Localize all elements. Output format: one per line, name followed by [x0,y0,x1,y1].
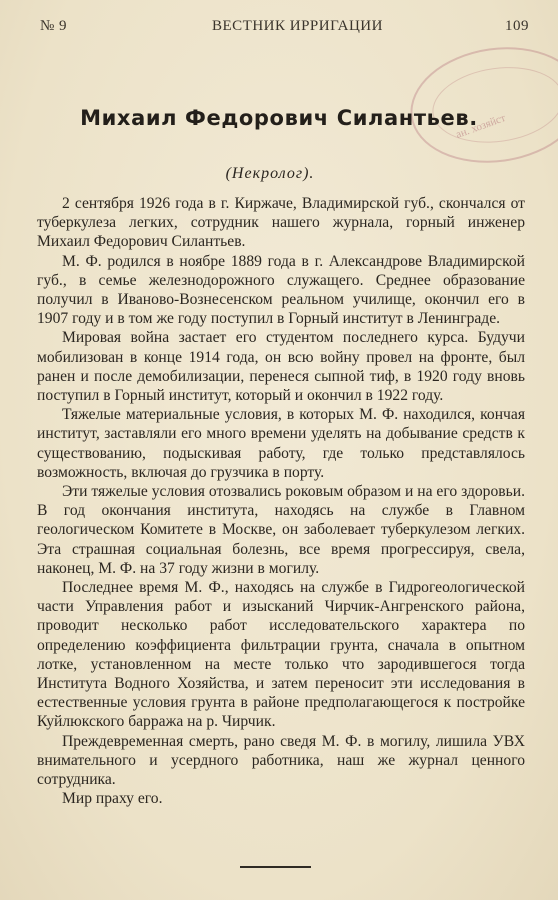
closing-line: Мир праху его. [62,790,163,808]
end-rule [240,866,311,868]
article-title: Михаил Федорович Силантьев. [80,106,478,130]
issue-number: № 9 [40,18,68,34]
paragraph: Преждевременная смерть, рано сведя М. Ф. в могилу, лишила УВХ внимательного и усердного работника, наш же журнал ценного сотрудника. [37,732,525,789]
paragraph: Тяжелые материальные условия, в которых М. Ф. находился, кончая институт, заставляли его много времени уделять на добывание средств к существованию, подыскивая работу, где только представлялось возможность, включая до грузчика в порту. [37,406,525,481]
paragraph: Последнее время М. Ф., находясь на службе в Гидрогеологической части Управления работ и изысканий Чирчик-Ангренского района, проводит несколько работ исследовательского характера по определению коэффициента фильтрации грунта, сначала в опытном лотке, установленном на месте только что зародившегося тогда Института Водного Хозяйства, и затем переносит эти исследования в естественные условия грунта в районе предполагающегося к постройке Куйлюкского барража на р. Чирчик. [37,579,525,731]
article-subtitle: (Некролог). [225,165,315,182]
journal-title: ВЕСТНИК ИРРИГАЦИИ [212,18,383,34]
paragraph: 2 сентября 1926 года в г. Киржаче, Владимирской губ., скончался от туберкулеза легких, сотрудник нашего журнала, горный инженер Михаил Федорович Силантьев. [37,195,525,251]
page-number: 109 [505,18,529,34]
article-body [37,194,525,809]
stamp-inner-ring [427,59,558,151]
paragraph: Эти тяжелые условия отозвались роковым образом и на его здоровьи. В год окончания института, находясь на службе в Главном геологическом Комитете в Москве, он заболевает туберкулезом легких. Эта страшная социальная болезнь, все время прогрессируя, свела, наконец, М. Ф. на 37 году жизни в могилу. [37,483,525,577]
paragraph: М. Ф. родился в ноябре 1889 года в г. Александрове Владимирской губ., в семье железнодорожного служащего. Среднее образование получил в Иваново-Вознесенском реальном училище, окончил его в 1907 году и в том же году поступил в Горный институт в Ленинграде. [37,252,525,328]
stamp-text: ан. хозяйст [454,111,508,141]
paragraph: Мировая война застает его студентом последнего курса. Будучи мобилизован в конце 1914 года, он всю войну провел на фронте, был ранен и после демобилизации, перенеся сыпной тиф, в 1920 году вновь поступил в Горный институт, который и окончил в 1922 году. [37,329,525,405]
running-header [0,18,558,38]
library-stamp [403,36,558,173]
